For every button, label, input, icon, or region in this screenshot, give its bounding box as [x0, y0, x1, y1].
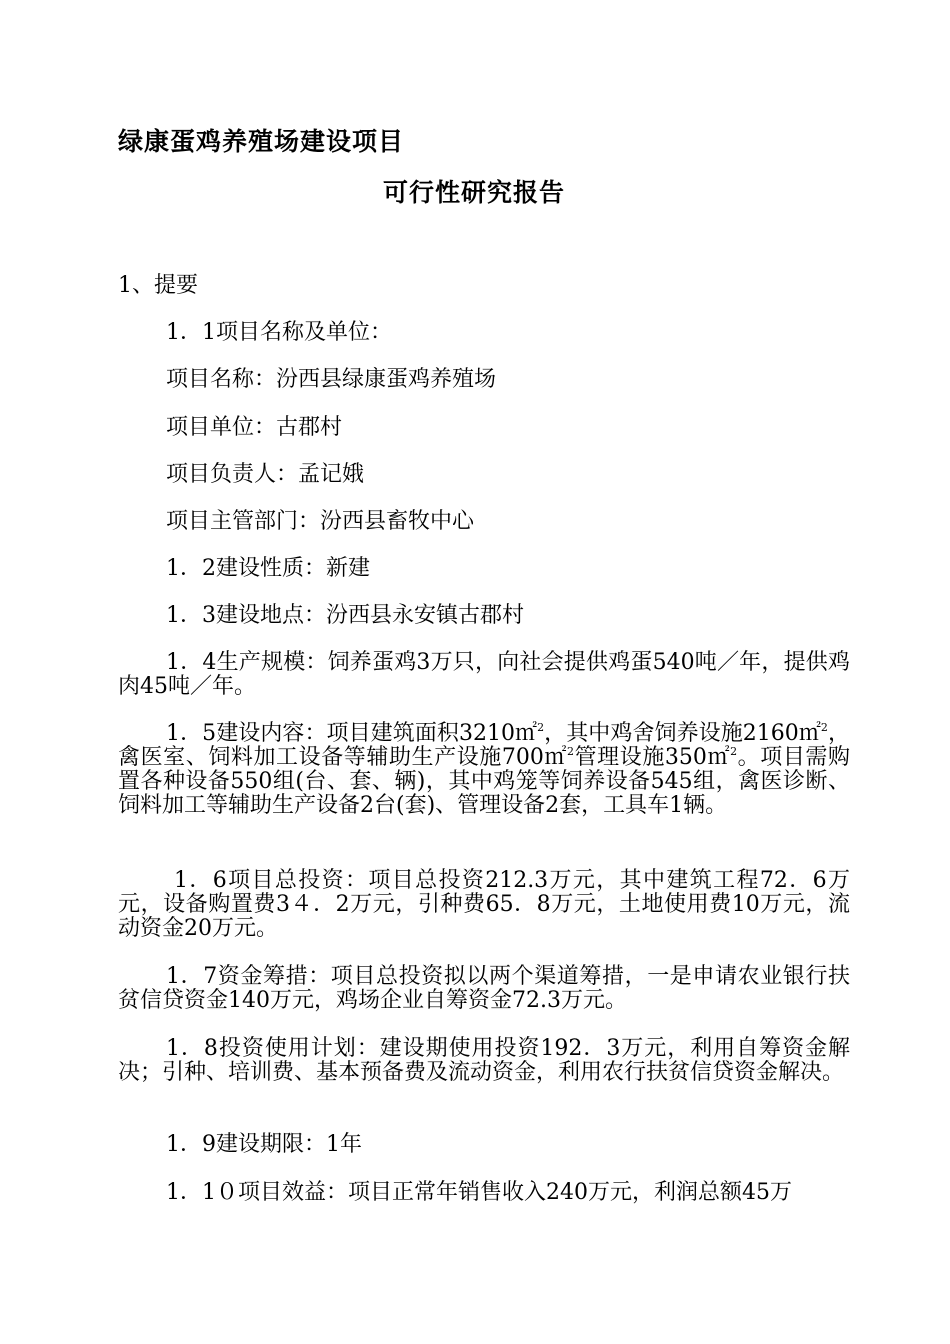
- section-1-1-heading: 1．1项目名称及单位：: [166, 320, 392, 345]
- project-department: 项目主管部门：汾西县畜牧中心: [166, 509, 475, 534]
- construction-location: 1．3建设地点：汾西县永安镇古郡村: [166, 603, 524, 628]
- construction-nature: 1．2建设性质：新建: [166, 556, 370, 581]
- section-heading-summary: 1、提要: [118, 273, 198, 298]
- construction-period: 1．9建设期限：1年: [166, 1132, 362, 1157]
- project-unit: 项目单位：古郡村: [166, 415, 343, 440]
- construction-content: 1．5建设内容：项目建筑面积3210㎡$^2$，其中鸡舍饲养设施2160㎡$^2$，禽医室、饲料加工设备等辅助生产设施700㎡$^2$管理设施350㎡$^2$。项目需购置各种设备550组(台、套、辆)，其中鸡笼等饲养设备545组，禽医诊断、饲料加工等辅助生产设备2台(套)、管理设备2套，工具车1辆。: [118, 721, 850, 818]
- production-scale: 1．4生产规模：饲养蛋鸡3万只，向社会提供鸡蛋540吨／年，提供鸡肉45吨／年。: [118, 650, 850, 699]
- project-benefits: 1．1０项目效益：项目正常年销售收入240万元，利润总额45万: [166, 1180, 792, 1205]
- project-name: 项目名称：汾西县绿康蛋鸡养殖场: [166, 367, 497, 392]
- fund-raising: 1．7资金筹措：项目总投资拟以两个渠道筹措，一是申请农业银行扶贫信贷资金140万元，鸡场企业自筹资金72.3万元。: [118, 964, 850, 1013]
- document-title: 绿康蛋鸡养殖场建设项目: [118, 127, 405, 156]
- document-subtitle: 可行性研究报告: [383, 178, 566, 207]
- investment-plan: 1．8投资使用计划：建设期使用投资192．3万元，利用自筹资金解决；引种、培训费、基本预备费及流动资金，利用农行扶贫信贷资金解决。: [118, 1036, 851, 1085]
- total-investment: 1．6项目总投资：项目总投资212.3万元，其中建筑工程72．6万元，设备购置费3４．2万元，引种费65．8万元，土地使用费10万元，流动资金20万元。: [118, 868, 850, 941]
- project-leader: 项目负责人：孟记娥: [166, 462, 365, 487]
